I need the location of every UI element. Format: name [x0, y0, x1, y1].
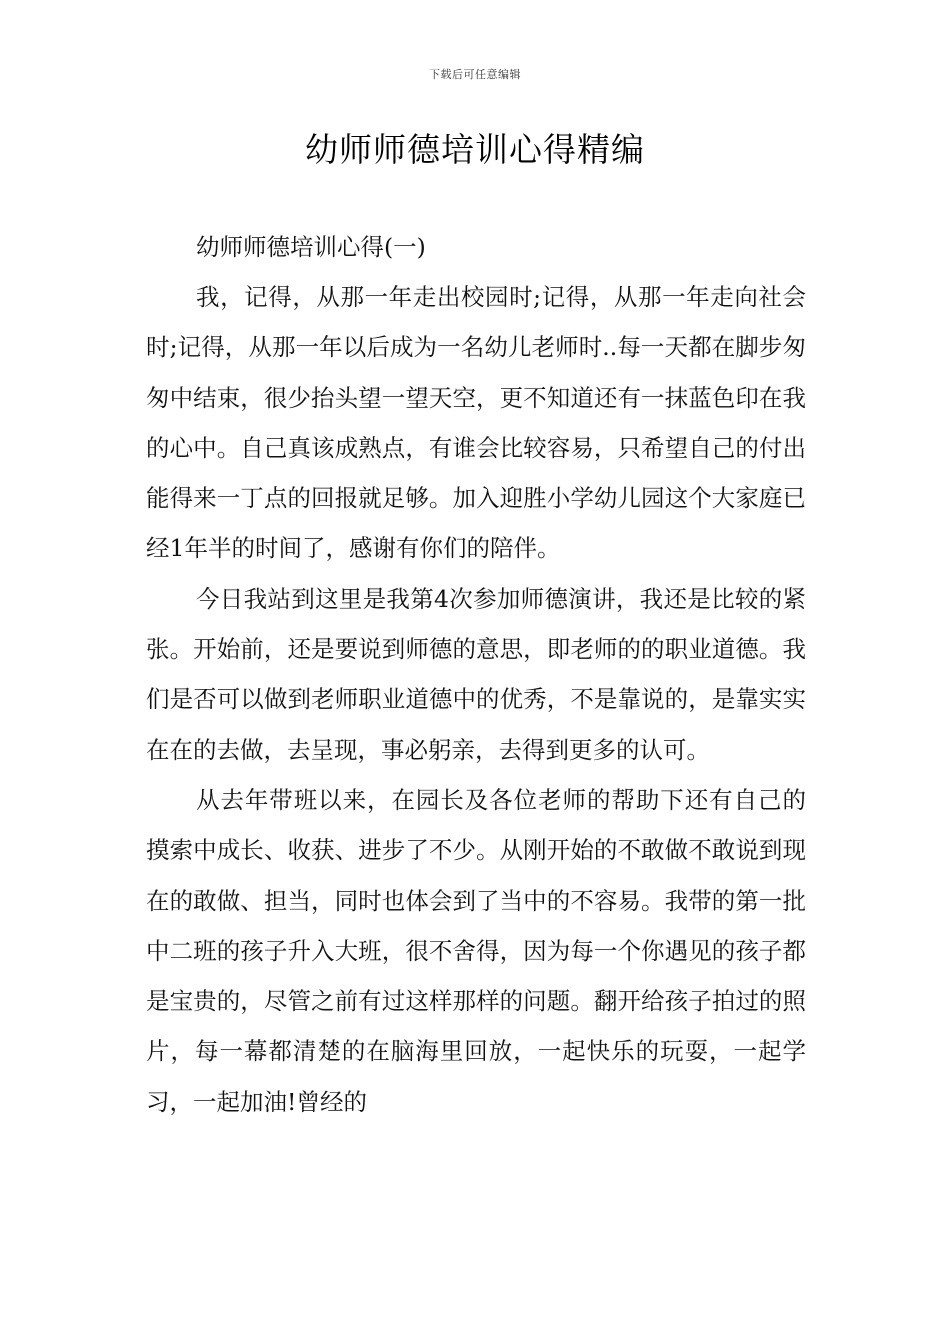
paragraph-1: 我，记得，从那一年走出校园时;记得，从那一年走向社会时;记得，从那一年以后成为一名幼儿老师时..每一天都在脚步匆匆中结束，很少抬头望一望天空，更不知道还有一抹蓝色印在我的心中。自己真该成熟点，有谁会比较容易，只希望自己的付出能得来一丁点的回报就足够。加入迎胜小学幼儿园这个大家庭已经1年半的时间了，感谢有你们的陪伴。 — [146, 283, 806, 563]
document-body — [146, 222, 806, 1127]
paragraph-2: 今日我站到这里是我第4次参加师德演讲，我还是比较的紧张。开始前，还是要说到师德的意思，即老师的的职业道德。我们是否可以做到老师职业道德中的优秀，不是靠说的，是靠实实在在的去做，去呈现，事必躬亲，去得到更多的认可。 — [146, 584, 806, 764]
document-title: 幼师师德培训心得精编 — [305, 130, 645, 169]
header-note: 下载后可任意编辑 — [429, 68, 521, 81]
section-heading: 幼师师德培训心得(一) — [196, 233, 426, 261]
paragraph-3: 从去年带班以来，在园长及各位老师的帮助下还有自己的摸索中成长、收获、进步了不少。从刚开始的不敢做不敢说到现在的敢做、担当，同时也体会到了当中的不容易。我带的第一批中二班的孩子升入大班，很不舍得，因为每一个你遇见的孩子都是宝贵的，尽管之前有过这样那样的问题。翻开给孩子拍过的照片，每一幕都清楚的在脑海里回放，一起快乐的玩耍，一起学习，一起加油!曾经的 — [146, 785, 806, 1116]
